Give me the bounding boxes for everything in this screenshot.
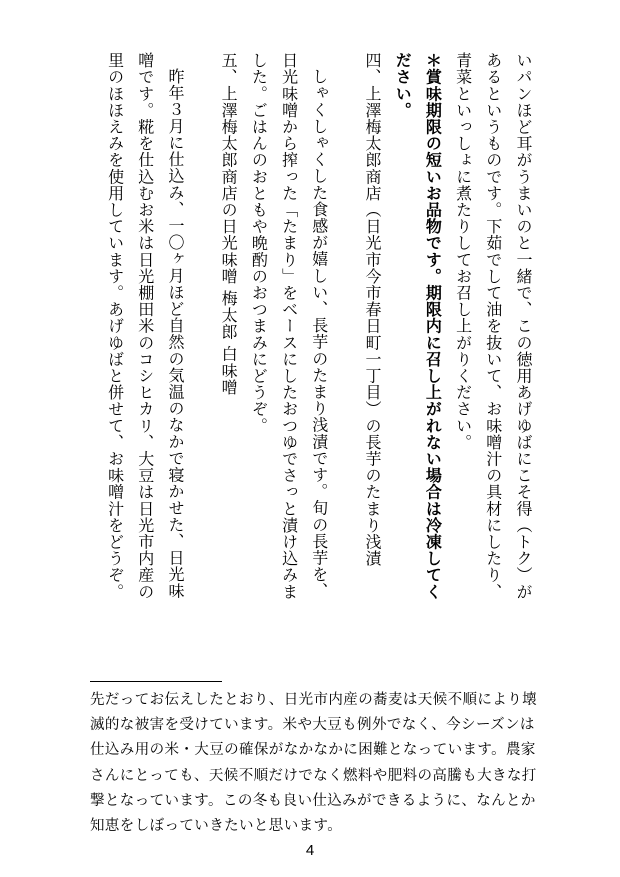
body-column: した。ごはんのおともや晩酌のおつまみにどうぞ。 [249,52,269,434]
section-heading-4: 四、上澤梅太郎商店（日光市今市春日町一丁目）の長芋のたまり浅漬 [362,52,382,567]
footnote-line: 撃となっています。この冬も良い仕込みができるように、なんとか [90,792,536,809]
expiry-notice: ＊賞味期限の短いお品物です。期限内に召し上がれない場合は冷凍してく [423,52,443,600]
footnote-line: 先だってお伝えしたとおり、日光市内産の蕎麦は天候不順により壊 [90,692,537,708]
expiry-notice: ださい。 [393,52,413,119]
footnote-line: さんにとっても、天候不順だけでなく燃料や肥料の高騰も大きな打 [90,767,537,784]
footnote [90,688,550,839]
body-column: いパンほど耳がうまいのと一緒で、この徳用あげゆばにこそ得（トク）が [514,52,533,600]
section-heading-5: 五、上澤梅太郎商店の日光味噌 梅太郎 白味噌 [219,52,239,396]
footnote-line: 仕込み用の米・大豆の確保がなかなかに困難となっています。農家 [90,742,536,759]
footnote-divider [90,681,222,682]
body-column: 里のほほえみを使用しています。あげゆばと併せて、お味噌汁をどうぞ。 [105,52,125,600]
footnote-line: 滅的な被害を受けています。米や大豆も例外でなく、今シーズンは [90,717,535,734]
footnote-line: 知恵をしぼっていきたいと思います。 [90,818,343,835]
body-column: しゃくしゃくした食感が嬉しい、長芋のたまり浅漬です。旬の長芋を、 [309,68,329,600]
page-number: 4 [305,842,315,859]
body-column: 青菜といっしょに煮たりしてお召し上がりください。 [453,52,473,451]
body-column: 日光味噌から搾った「たまり」をベースにしたおつゆでさっと漬け込みま [279,52,299,600]
body-column: あるというものです。下茹でして油を抜いて、お味噌汁の具材にしたり、 [483,52,503,600]
body-column: 昨年３月に仕込み、一〇ヶ月ほど自然の気温のなかで寝かせた、日光味 [165,68,185,600]
vertical-body-text [99,52,538,652]
body-column: 噌です。糀を仕込むお米は日光棚田米のコシヒカリ、大豆は日光市内産の [135,52,155,600]
